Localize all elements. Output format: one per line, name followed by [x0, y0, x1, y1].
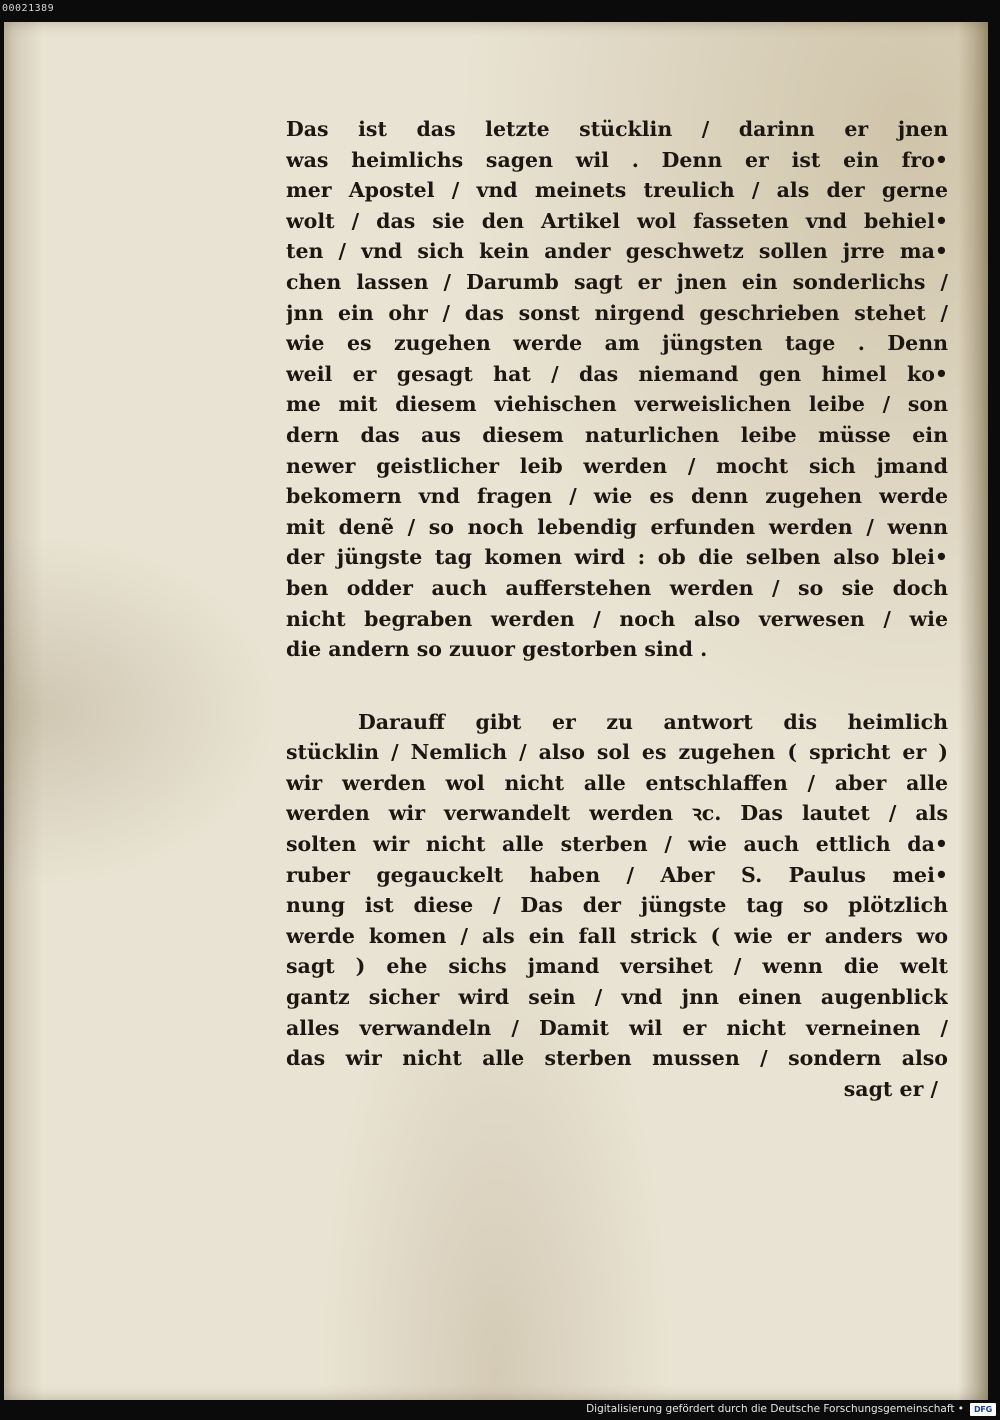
book-page-scan	[4, 22, 988, 1400]
text-line: stücklin / Nemlich / also sol es zugehen ( spricht er )	[286, 740, 948, 765]
text-line: wolt / das sie den Artikel wol fasseten vnd behiel•	[286, 208, 948, 233]
text-line: me mit diesem viehischen verweislichen leibe / son	[286, 392, 948, 417]
text-line: solten wir nicht alle sterben / wie auch ettlich da•	[286, 832, 948, 857]
attribution-footer	[0, 1400, 1000, 1420]
text-line: mit denẽ / so noch lebendig erfunden werden / wenn	[286, 514, 948, 539]
paragraph-1	[286, 114, 948, 665]
text-line: jnn ein ohr / das sonst nirgend geschrieben stehet /	[286, 300, 948, 325]
text-line: Das ist das letzte stücklin / darinn er jnen	[286, 117, 948, 141]
text-line: werde komen / als ein fall strick ( wie er anders wo	[286, 923, 948, 948]
text-line: wie es zugehen werde am jüngsten tage . Denn	[286, 331, 948, 356]
text-line: weil er gesagt hat / das niemand gen himel ko•	[286, 361, 948, 386]
text-line: sagt ) ehe sichs jmand versihet / wenn die welt	[286, 954, 948, 979]
text-line: nung ist diese / Das der jüngste tag so plötzlich	[286, 893, 948, 918]
text-line: werden wir verwandelt werden ꝛc. Das lautet / als	[286, 801, 948, 826]
text-line: mer Apostel / vnd meinets treulich / als der gerne	[286, 178, 948, 203]
text-line: bekomern vnd fragen / wie es denn zugehen werde	[286, 484, 948, 509]
text-line: nicht begraben werden / noch also verwesen / wie	[286, 606, 948, 631]
text-line: ben odder auch aufferstehen werden / so sie doch	[286, 575, 948, 600]
text-line: die andern so zuuor gestorben sind .	[286, 637, 708, 662]
text-line: ruber gegauckelt haben / Aber S. Paulus mei•	[286, 862, 948, 887]
text-line: dern das aus diesem naturlichen leibe müsse ein	[286, 422, 948, 447]
text-line: chen lassen / Darumb sagt er jnen ein sonderlichs /	[286, 269, 948, 294]
paragraph-2	[286, 707, 948, 1105]
text-line: das wir nicht alle sterben mussen / sondern also	[286, 1046, 948, 1071]
text-line: der jüngste tag komen wird : ob die selben also blei•	[286, 545, 948, 570]
scan-id-label: 00021389	[2, 3, 55, 14]
text-line: ten / vnd sich kein ander geschwetz sollen jrre ma•	[286, 239, 948, 264]
text-line: wir werden wol nicht alle entschlaffen / aber alle	[286, 770, 948, 795]
dfg-logo-icon: DFG	[970, 1403, 996, 1416]
text-line: gantz sicher wird sein / vnd jnn einen augenblick	[286, 985, 948, 1010]
catchword: sagt er /	[843, 1076, 938, 1101]
text-line: was heimlichs sagen wil . Denn er ist ein fro•	[286, 147, 948, 172]
text-line: newer geistlicher leib werden / mocht sich jmand	[286, 453, 948, 478]
page-text-block	[286, 114, 948, 1104]
text-line: alles verwandeln / Damit wil er nicht verneinen /	[286, 1015, 948, 1040]
text-line: Darauff gibt er zu antwort dis heimlich	[358, 709, 948, 734]
funding-credit: Digitalisierung gefördert durch die Deutsche Forschungsgemeinschaft •	[586, 1403, 964, 1415]
